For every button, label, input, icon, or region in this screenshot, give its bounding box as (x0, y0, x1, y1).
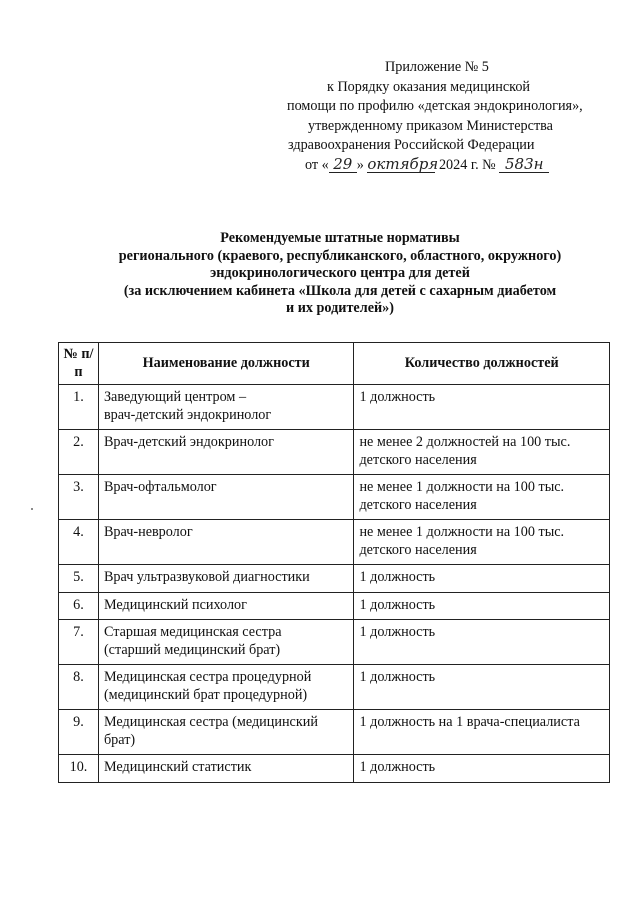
row-position (98, 475, 354, 520)
date-mid: » (356, 156, 364, 173)
row-count (354, 620, 610, 665)
count-text: 1 должность (359, 596, 436, 613)
heading-line: Рекомендуемые штатные нормативы (220, 230, 460, 246)
row-num: 2. (59, 430, 99, 475)
count-text: 1 должность (359, 569, 436, 585)
position-text: Старшая медицинская сестра (103, 624, 282, 640)
appendix-date-line (283, 156, 613, 176)
table-row (59, 620, 610, 665)
header-num: № п/п (59, 343, 99, 385)
row-num: 10. (59, 755, 99, 783)
table-row (59, 475, 610, 520)
row-count (354, 755, 610, 783)
row-num: 1. (59, 385, 99, 430)
heading-line: эндокринологического центра для детей (210, 265, 470, 281)
row-count (354, 665, 610, 710)
order-number: 583н (499, 157, 549, 173)
table-row (59, 520, 610, 565)
row-count (354, 592, 610, 620)
row-position (98, 520, 354, 565)
appendix-line: утвержденному приказом Министерства (308, 117, 553, 134)
table-row (59, 385, 610, 430)
row-position (98, 665, 354, 710)
row-num: 3. (59, 475, 99, 520)
appendix-line: к Порядку оказания медицинской (327, 78, 531, 95)
scan-speck (31, 508, 33, 510)
row-position (98, 755, 354, 783)
row-position (98, 565, 354, 593)
position-text: Врач-детский эндокринолог (103, 434, 274, 450)
heading-line: (за исключением кабинета «Школа для детей с сахарным диабетом (123, 282, 557, 299)
row-num: 5. (59, 565, 99, 593)
date-day: 29 (329, 157, 357, 173)
position-text: (медицинский брат процедурной) (103, 686, 308, 703)
date-prefix: от « (305, 156, 329, 173)
staff-table (58, 342, 610, 783)
heading-line: регионального (краевого, республиканского, областного, окружного) (118, 247, 562, 264)
count-text: 1 должность (359, 389, 436, 405)
row-num: 7. (59, 620, 99, 665)
count-text: детского населения (359, 451, 477, 468)
row-count (354, 385, 610, 430)
count-text: не менее 1 должности на 100 тыс. (359, 524, 565, 540)
table-row (59, 592, 610, 620)
row-count (354, 565, 610, 593)
row-count (354, 710, 610, 755)
count-text: 1 должность на 1 врача-специалиста (359, 714, 580, 730)
count-text: 1 должность (359, 669, 436, 685)
row-num: 9. (59, 710, 99, 755)
table-row (59, 565, 610, 593)
table-header-row (59, 343, 610, 385)
table-row (59, 755, 610, 783)
position-text: Медицинская сестра (медицинский (103, 714, 318, 730)
row-position (98, 710, 354, 755)
row-count (354, 475, 610, 520)
appendix-title: Приложение № 5 (385, 59, 489, 75)
position-text: Заведующий центром – (103, 389, 247, 405)
position-text: Медицинский психолог (103, 596, 247, 613)
row-position (98, 385, 354, 430)
table-row (59, 710, 610, 755)
position-text: Врач-невролог (103, 524, 193, 540)
appendix-block (283, 58, 613, 175)
date-month: октября (367, 154, 439, 173)
count-text: детского населения (359, 541, 477, 558)
row-num: 6. (59, 592, 99, 620)
row-position (98, 592, 354, 620)
count-text: не менее 2 должностей на 100 тыс. (359, 434, 571, 450)
header-position: Наименование должности (98, 343, 354, 385)
date-year: 2024 г. № (438, 156, 496, 173)
position-text: Медицинский статистик (103, 759, 252, 775)
document-heading (60, 230, 620, 318)
position-text: брат) (103, 731, 136, 748)
row-position (98, 430, 354, 475)
header-count: Количество должностей (354, 343, 610, 385)
table-row (59, 430, 610, 475)
position-text: Врач-офтальмолог (103, 479, 217, 495)
appendix-line: помощи по профилю «детская эндокринология», (287, 98, 583, 114)
count-text: 1 должность (359, 759, 436, 775)
heading-line: и их родителей») (286, 300, 394, 316)
count-text: не менее 1 должности на 100 тыс. (359, 479, 565, 495)
row-num: 8. (59, 665, 99, 710)
row-position (98, 620, 354, 665)
position-text: Медицинская сестра процедурной (103, 669, 312, 685)
table-row (59, 665, 610, 710)
row-num: 4. (59, 520, 99, 565)
row-count (354, 520, 610, 565)
count-text: 1 должность (359, 624, 436, 640)
position-text: врач-детский эндокринолог (103, 406, 272, 423)
appendix-line: здравоохранения Российской Федерации (288, 137, 535, 153)
count-text: детского населения (359, 496, 477, 513)
position-text: Врач ультразвуковой диагностики (103, 569, 310, 585)
position-text: (старший медицинский брат) (103, 641, 281, 658)
row-count (354, 430, 610, 475)
